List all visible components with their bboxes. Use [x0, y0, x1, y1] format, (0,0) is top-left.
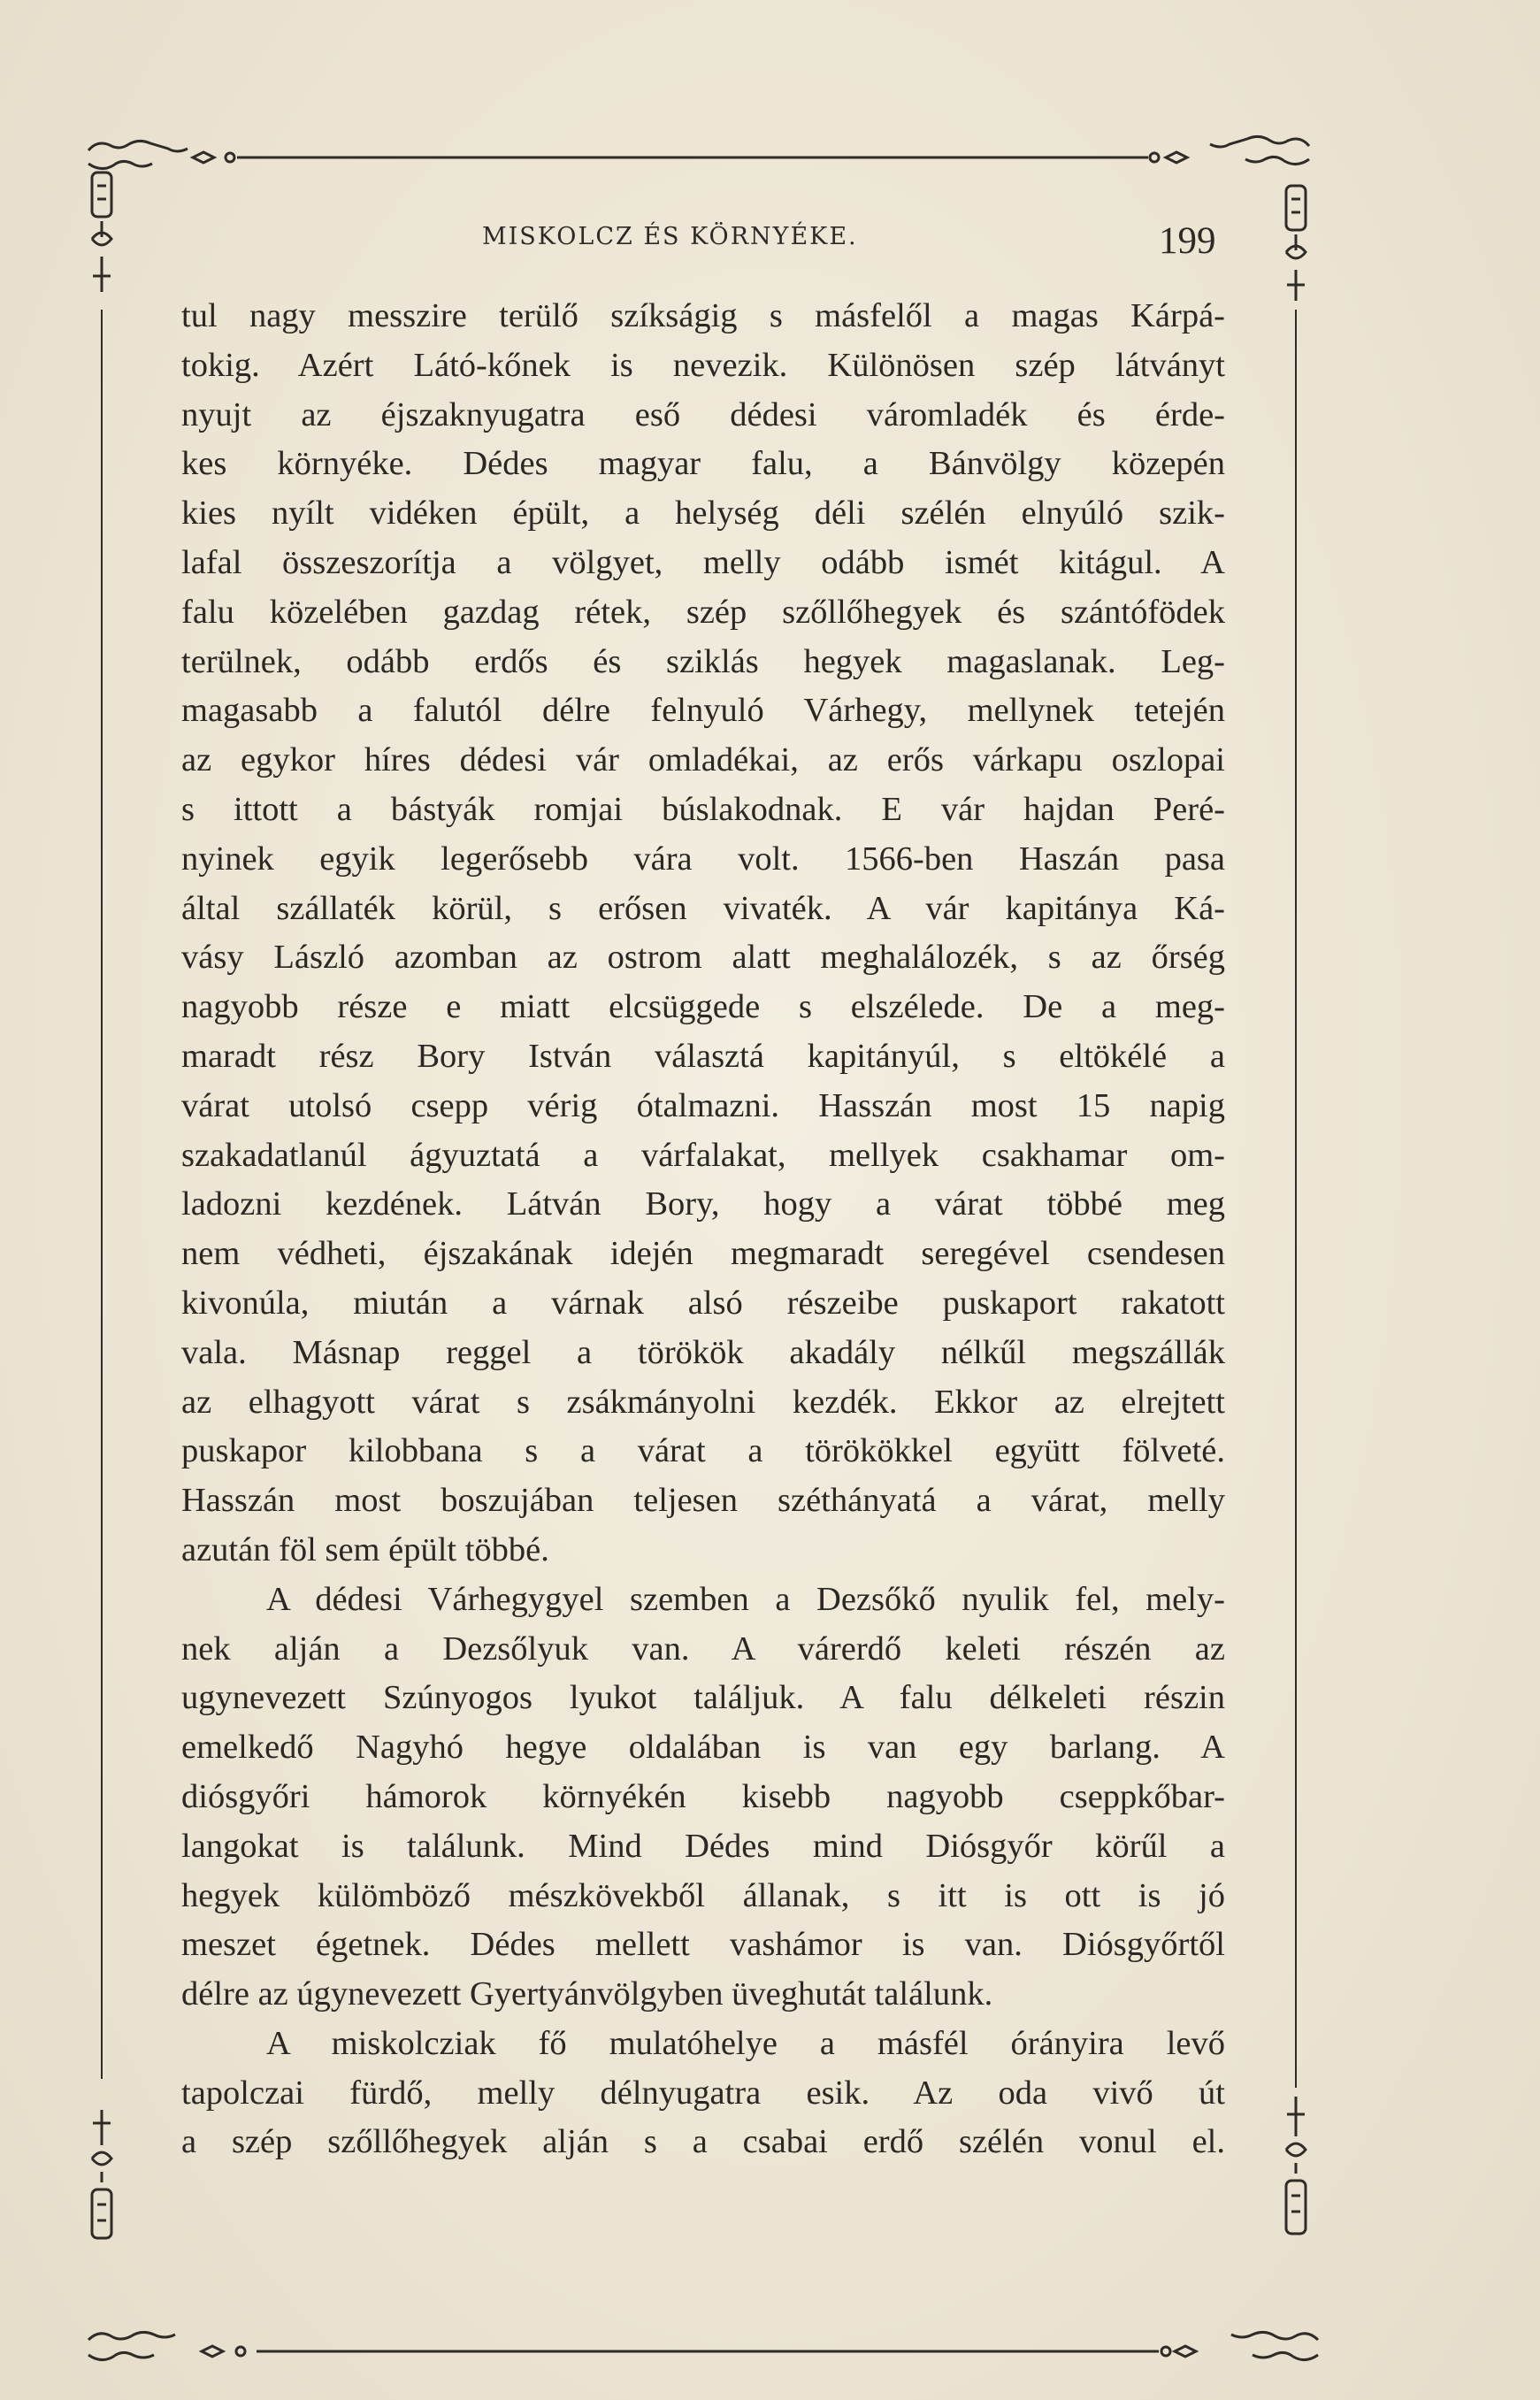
- text-line: magasabb a falutól délre felnyuló Várhegy, mellynek tetején: [181, 692, 1225, 730]
- text-line: ugynevezett Szúnyogos lyukot találjuk. A falu délkeleti részin: [181, 1679, 1225, 1717]
- page-number: 199: [1159, 220, 1216, 262]
- text-line: szakadatlanúl ágyuztatá a várfalakat, mellyek csakhamar om-: [181, 1136, 1225, 1174]
- running-title: MISKOLCZ ÉS KÖRNYÉKE.: [482, 223, 858, 250]
- text-line: tapolczai fürdő, melly délnyugatra esik. Az oda vivő út: [181, 2074, 1225, 2112]
- text-line: diósgyőri hámorok környékén kisebb nagyobb cseppkőbar-: [181, 1777, 1225, 1815]
- text-line: nagyobb része e miatt elcsüggede s elszélede. De a meg-: [181, 988, 1225, 1026]
- text-line: kes környéke. Dédes magyar falu, a Bánvölgy közepén: [181, 445, 1225, 483]
- corner-ornament-top-right: [1123, 136, 1309, 301]
- text-line: nyinek egyik legerősebb vára volt. 1566-ben Haszán pasa: [181, 840, 1225, 878]
- text-line: langokat is találunk. Mind Dédes mind Diósgyőr körűl a: [181, 1827, 1225, 1865]
- text-line: ladozni kezdének. Látván Bory, hogy a várat többé meg: [181, 1185, 1225, 1223]
- text-line: maradt rész Bory István választá kapitányúl, s eltökélé a: [181, 1037, 1225, 1075]
- text-line: s ittott a bástyák romjai búslakodnak. E vár hajdan Peré-: [181, 790, 1225, 828]
- text-line: az elhagyott várat s zsákmányolni kezdék. Ekkor az elrejtett: [181, 1383, 1225, 1421]
- text-line: kivonúla, miután a várnak alsó részeibe puskaport rakatott: [181, 1284, 1225, 1322]
- text-line: tokig. Azért Látó-kőnek is nevezik. Különösen szép látványt: [181, 346, 1225, 384]
- text-line: kies nyílt vidéken épült, a helység déli szélén elnyúló szik-: [181, 495, 1225, 533]
- text-line: tul nagy messzire terülő szíkságig s másfelől a magas Kárpá-: [181, 297, 1225, 334]
- paragraph-start-line: A miskolcziak fő mulatóhelye a másfél órányira levő: [266, 2024, 1225, 2062]
- text-line: lafal összeszorítja a völgyet, melly odább ismét kitágul. A: [181, 543, 1225, 581]
- paragraph-end-line: azután föl sem épült többé.: [181, 1530, 549, 1568]
- text-line: a szép szőllőhegyek alján s a csabai erdő szélén vonul el.: [181, 2123, 1225, 2161]
- corner-ornament-top-left: [88, 141, 253, 292]
- paragraph-start-line: A dédesi Várhegygyel szemben a Dezsőkő nyulik fel, mely-: [266, 1580, 1225, 1618]
- text-line: emelkedő Nagyhó hegye oldalában is van egy barlang. A: [181, 1729, 1225, 1767]
- text-line: puskapor kilobbana s a várat a törökökkel együtt fölveté.: [181, 1432, 1225, 1470]
- text-line: nek alján a Dezsőlyuk van. A várerdő keleti részén az: [181, 1629, 1225, 1668]
- text-line: az egykor híres dédesi vár omladékai, az erős várkapu oszlopai: [181, 741, 1225, 779]
- text-line: Hasszán most boszujában teljesen széthányatá a várat, melly: [181, 1482, 1225, 1520]
- text-line: terülnek, odább erdős és sziklás hegyek magaslanak. Leg-: [181, 642, 1225, 680]
- text-line: falu közelében gazdag rétek, szép szőllőhegyek és szántófödek: [181, 593, 1225, 631]
- text-line: meszet égetnek. Dédes mellett vashámor is van. Diósgyőrtől: [181, 1926, 1225, 1964]
- text-line: által szállaték körül, s erősen vivaték. A vár kapitánya Ká-: [181, 889, 1225, 927]
- text-line: vala. Másnap reggel a törökök akadály nélkűl megszállák: [181, 1333, 1225, 1371]
- text-line: nem védheti, éjszakának idején megmaradt seregével csendesen: [181, 1235, 1225, 1273]
- text-line: várat utolsó csepp vérig ótalmazni. Hasszán most 15 napig: [181, 1086, 1225, 1124]
- text-line: hegyek külömböző mészkövekből állanak, s itt is ott is jó: [181, 1876, 1225, 1914]
- text-line: nyujt az éjszaknyugatra eső dédesi váromladék és érde-: [181, 395, 1225, 433]
- body-text: [181, 292, 1225, 2167]
- text-line: vásy László azomban az ostrom alatt meghalálozék, s az őrség: [181, 939, 1225, 977]
- paragraph-end-line: délre az úgynevezett Gyertyánvölgyben üveghutát találunk.: [181, 1975, 993, 2013]
